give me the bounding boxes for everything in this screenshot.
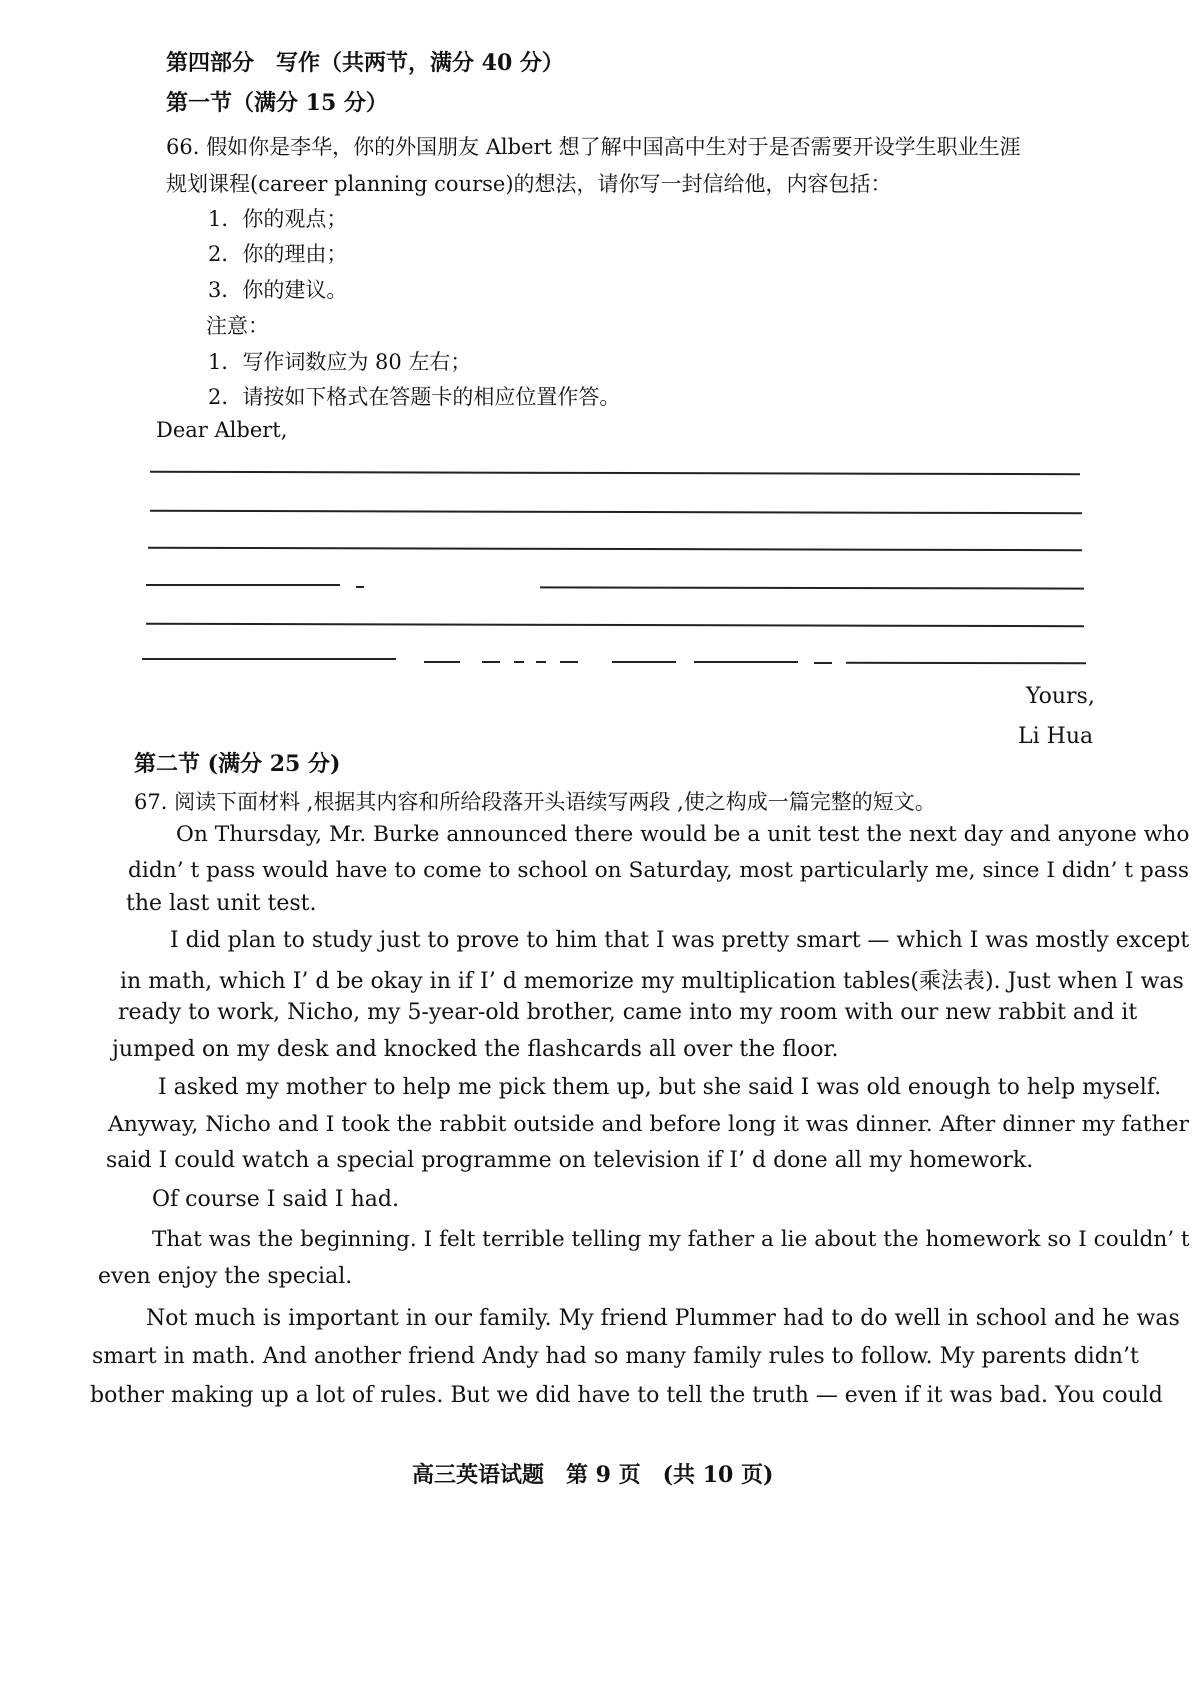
writing-line (536, 661, 546, 663)
notice-label: 注意： (206, 314, 269, 338)
writing-line (150, 471, 1080, 475)
passage-line: On Thursday, Mr. Burke announced there would be a unit test the next day and anyone who (176, 822, 1190, 847)
writing-line (150, 510, 1082, 514)
section1-heading: 第一节（满分 15 分） (166, 90, 388, 116)
content-item: 3．你的建议。 (208, 278, 348, 302)
writing-line (814, 662, 832, 664)
passage-line: bother making up a lot of rules. But we did have to tell the truth — even if it was bad. You could (90, 1383, 1163, 1408)
writing-line (560, 661, 578, 663)
passage-line: Not much is important in our family. My friend Plummer had to do well in school and he was (146, 1306, 1180, 1331)
writing-line (612, 661, 676, 663)
section2-heading: 第二节 (满分 25 分) (134, 751, 341, 777)
note-item: 1．写作词数应为 80 左右； (208, 350, 472, 374)
writing-line (356, 586, 364, 588)
writing-line (482, 661, 500, 663)
writing-line (846, 662, 1086, 664)
content-item: 1．你的观点； (208, 207, 348, 231)
letter-signature: Li Hua (1018, 724, 1094, 749)
content-item: 2．你的理由； (208, 242, 348, 266)
passage-line: I did plan to study just to prove to him that I was pretty smart — which I was mostly except (170, 928, 1190, 953)
passage-line: in math, which I’ d be okay in if I’ d memorize my multiplication tables(乘法表). Just when I was (120, 969, 1184, 994)
passage-line: Of course I said I had. (152, 1187, 399, 1212)
passage-line: Anyway, Nicho and I took the rabbit outside and before long it was dinner. After dinner my father (108, 1112, 1189, 1137)
passage-line: even enjoy the special. (98, 1264, 353, 1289)
writing-line (148, 547, 1082, 551)
letter-closing: Yours, (1026, 684, 1095, 709)
passage-line: jumped on my desk and knocked the flashcards all over the floor. (112, 1037, 839, 1062)
passage-line: said I could watch a special programme on television if I’ d done all my homework. (106, 1148, 1034, 1173)
q66-line1: 66. 假如你是李华，你的外国朋友 Albert 想了解中国高中生对于是否需要开设学生职业生涯 (166, 135, 1021, 159)
writing-line (514, 661, 524, 663)
passage-line: I asked my mother to help me pick them up, but she said I was old enough to help myself. (158, 1075, 1162, 1100)
passage-line: the last unit test. (126, 891, 317, 916)
writing-line (146, 623, 1084, 627)
q66-line2: 规划课程(career planning course)的想法，请你写一封信给他，内容包括： (166, 172, 892, 196)
passage-line: didn’ t pass would have to come to school on Saturday, most particularly me, since I didn’ t pass (128, 858, 1190, 883)
writing-line (146, 584, 340, 586)
writing-line (142, 658, 396, 660)
passage-line: ready to work, Nicho, my 5-year-old brother, came into my room with our new rabbit and it (118, 1000, 1138, 1025)
writing-line (424, 661, 460, 663)
letter-greeting: Dear Albert, (156, 418, 288, 442)
part-heading: 第四部分 写作（共两节，满分 40 分） (166, 50, 564, 76)
note-item: 2．请按如下格式在答题卡的相应位置作答。 (208, 385, 621, 409)
page-footer: 高三英语试题 第 9 页 (共 10 页) (412, 1462, 774, 1488)
writing-line (540, 586, 1084, 589)
passage-line: smart in math. And another friend Andy had so many family rules to follow. My parents didn’t (92, 1344, 1139, 1369)
q67-instruction: 67. 阅读下面材料 ,根据其内容和所给段落开头语续写两段 ,使之构成一篇完整的短文。 (134, 790, 936, 814)
writing-line (694, 661, 798, 663)
passage-line: That was the beginning. I felt terrible telling my father a lie about the homework so I couldn’ t (152, 1227, 1190, 1252)
